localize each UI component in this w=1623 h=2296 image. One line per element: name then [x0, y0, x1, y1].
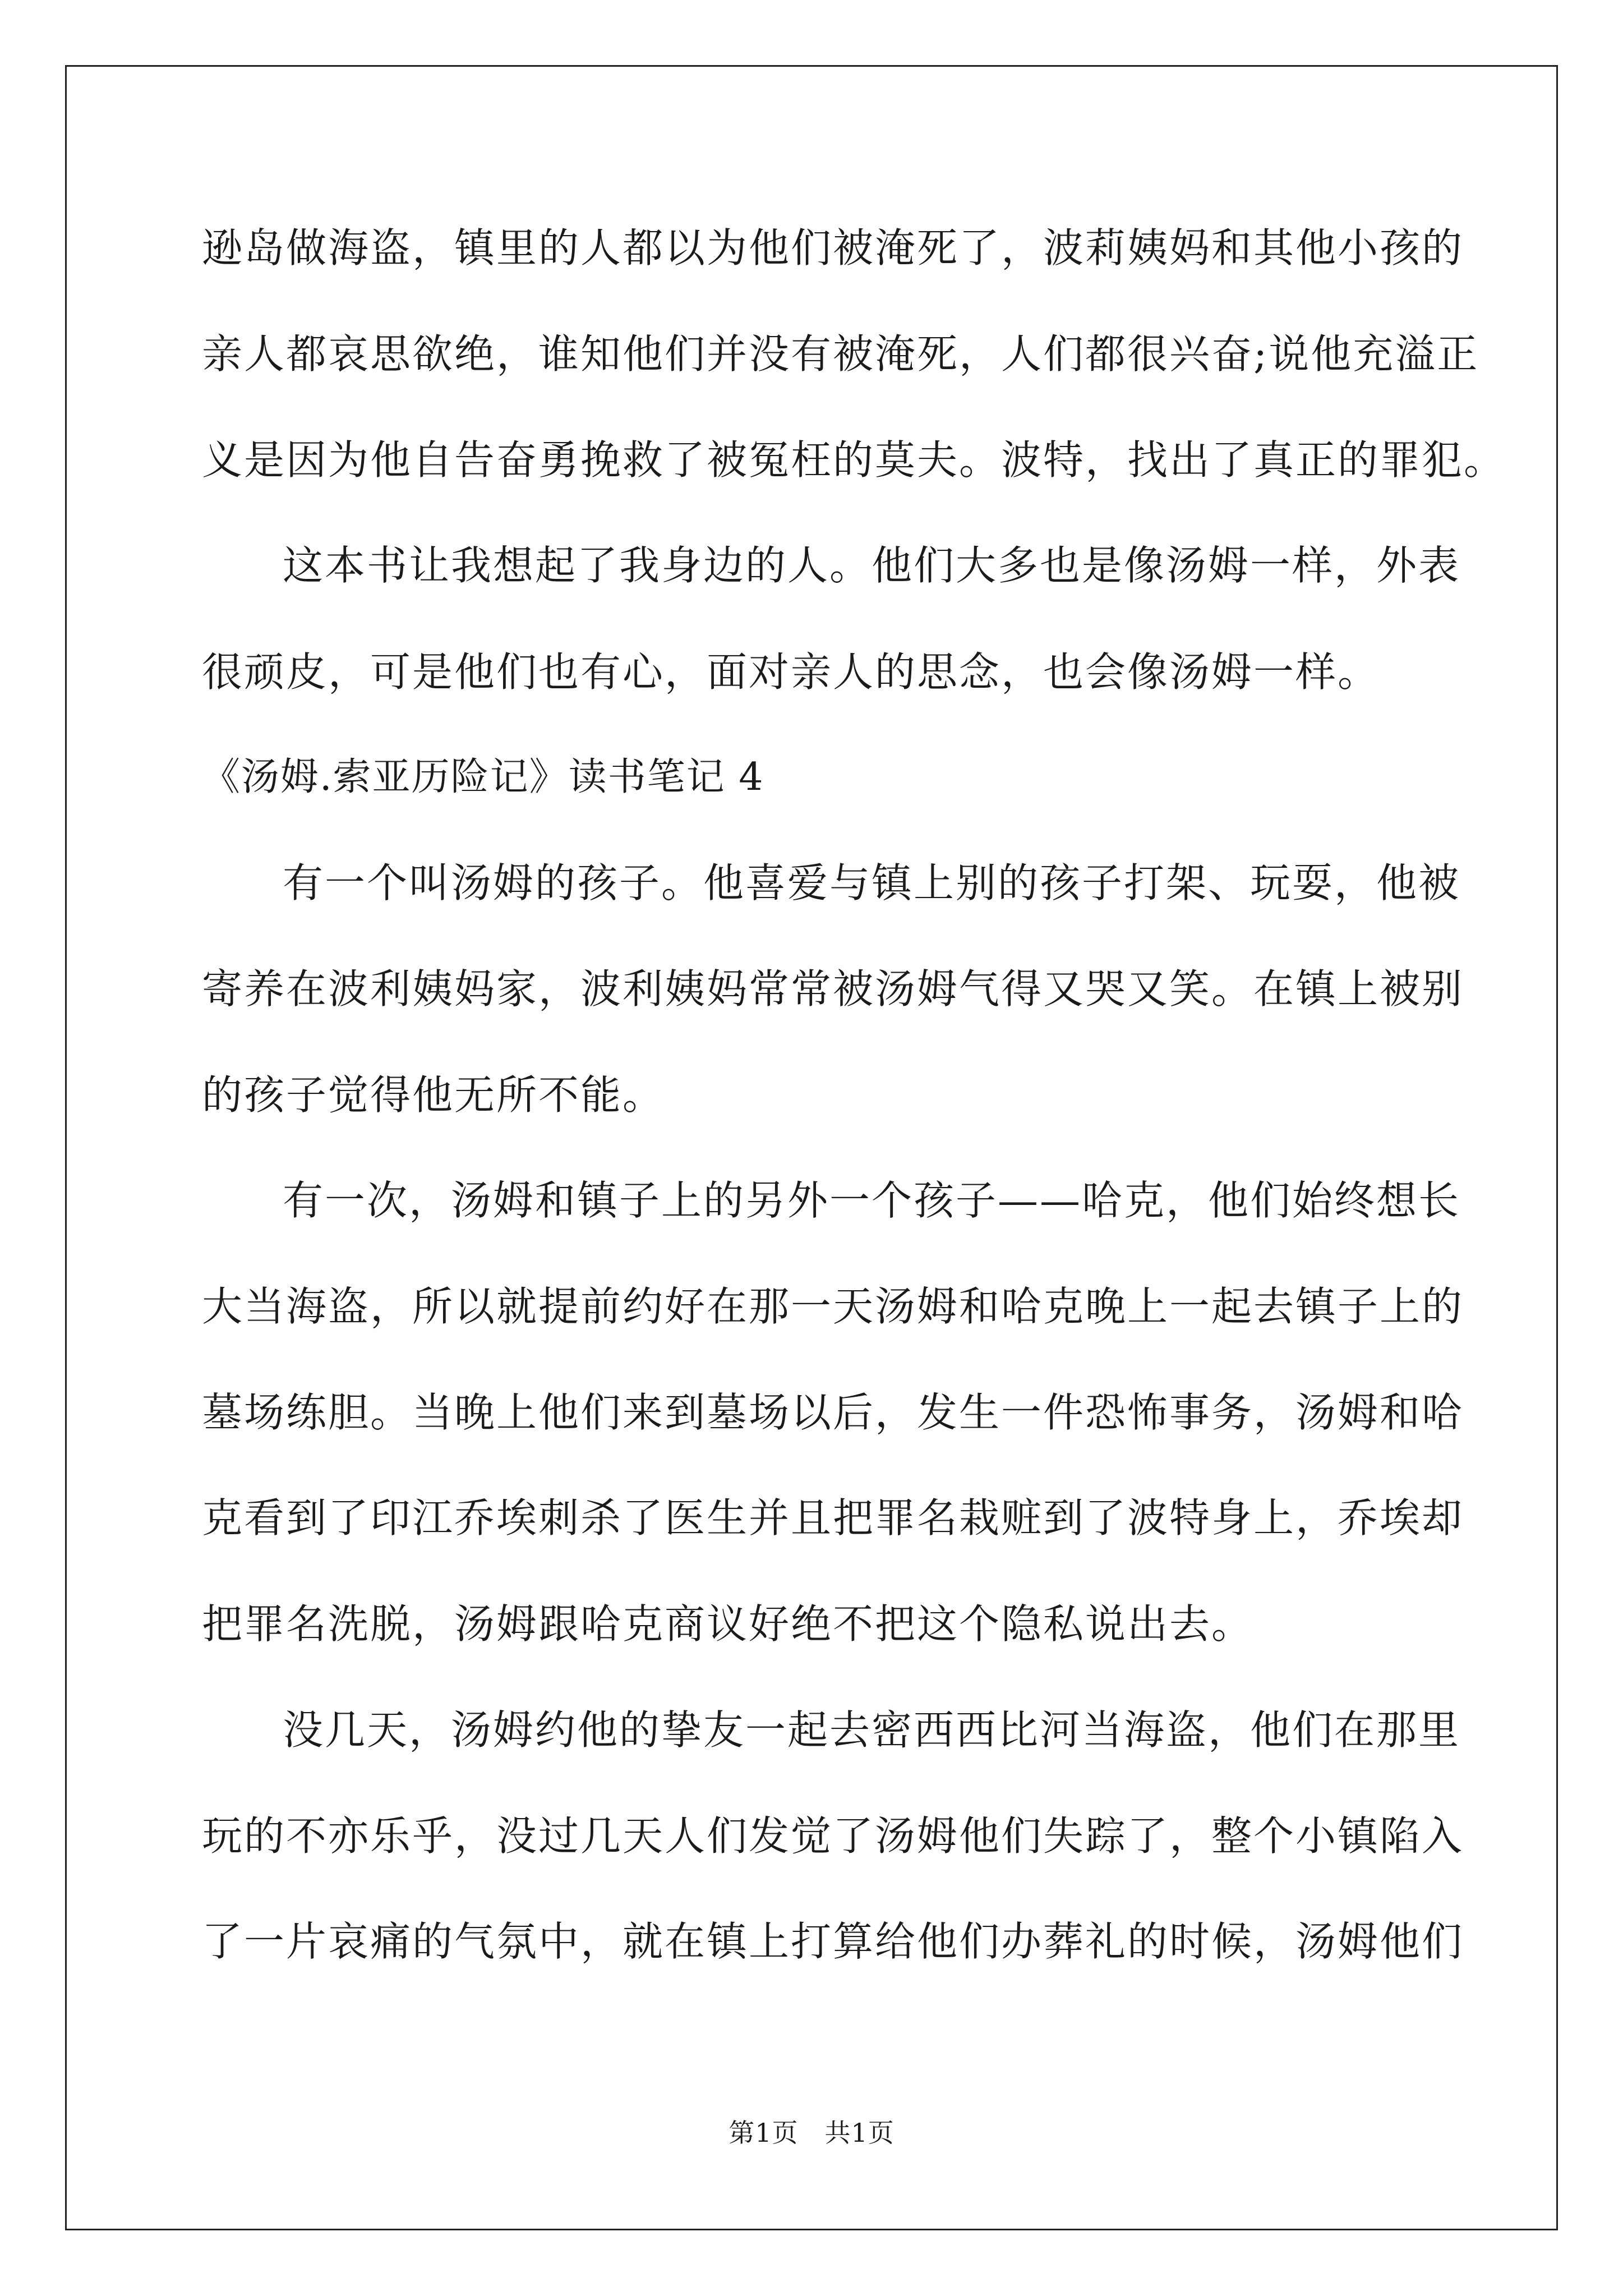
- page-footer: 第1页 共1页: [728, 2118, 895, 2148]
- text-line: 大当海盗，所以就提前约好在那一天汤姆和哈克晚上一起去镇子上的: [202, 1283, 1464, 1330]
- paragraph-start-line: 没几天，汤姆约他的挚友一起去密西西比河当海盗，他们在那里: [283, 1706, 1461, 1754]
- text-line: 很顽皮，可是他们也有心，面对亲人的思念，也会像汤姆一样。: [202, 648, 1380, 696]
- text-line: 寄养在波利姨妈家，波利姨妈常常被汤姆气得又哭又笑。在镇上被别: [202, 965, 1464, 1013]
- text-line: 的孩子觉得他无所不能。: [202, 1071, 665, 1119]
- text-line: 把罪名洗脱，汤姆跟哈克商议好绝不把这个隐私说出去。: [202, 1600, 1254, 1648]
- paragraph-start-line: 有一个叫汤姆的孩子。他喜爱与镇上别的孩子打架、玩耍，他被: [283, 859, 1461, 907]
- text-line: 义是因为他自告奋勇挽救了被冤枉的莫夫。波特，找出了真正的罪犯。: [202, 436, 1506, 484]
- text-line: 玩的不亦乐乎，没过几天人们发觉了汤姆他们失踪了，整个小镇陷入: [202, 1812, 1464, 1860]
- page-border: [65, 65, 1558, 2230]
- text-line: 逊岛做海盗，镇里的人都以为他们被淹死了，波莉姨妈和其他小孩的: [202, 224, 1464, 272]
- section-heading: 《汤姆.索亚历险记》读书笔记 4: [202, 755, 764, 799]
- paragraph-start-line: 这本书让我想起了我身边的人。他们大多也是像汤姆一样，外表: [283, 542, 1461, 589]
- paragraph-start-line: 有一次，汤姆和镇子上的另外一个孩子——哈克，他们始终想长: [283, 1177, 1461, 1224]
- text-line: 墓场练胆。当晚上他们来到墓场以后，发生一件恐怖事务，汤姆和哈: [202, 1389, 1464, 1436]
- text-line: 克看到了印江乔埃刺杀了医生并且把罪名栽赃到了波特身上，乔埃却: [202, 1494, 1464, 1542]
- text-line: 了一片哀痛的气氛中，就在镇上打算给他们办葬礼的时候，汤姆他们: [202, 1918, 1464, 1965]
- text-line: 亲人都哀思欲绝，谁知他们并没有被淹死，人们都很兴奋;说他充溢正: [202, 330, 1479, 378]
